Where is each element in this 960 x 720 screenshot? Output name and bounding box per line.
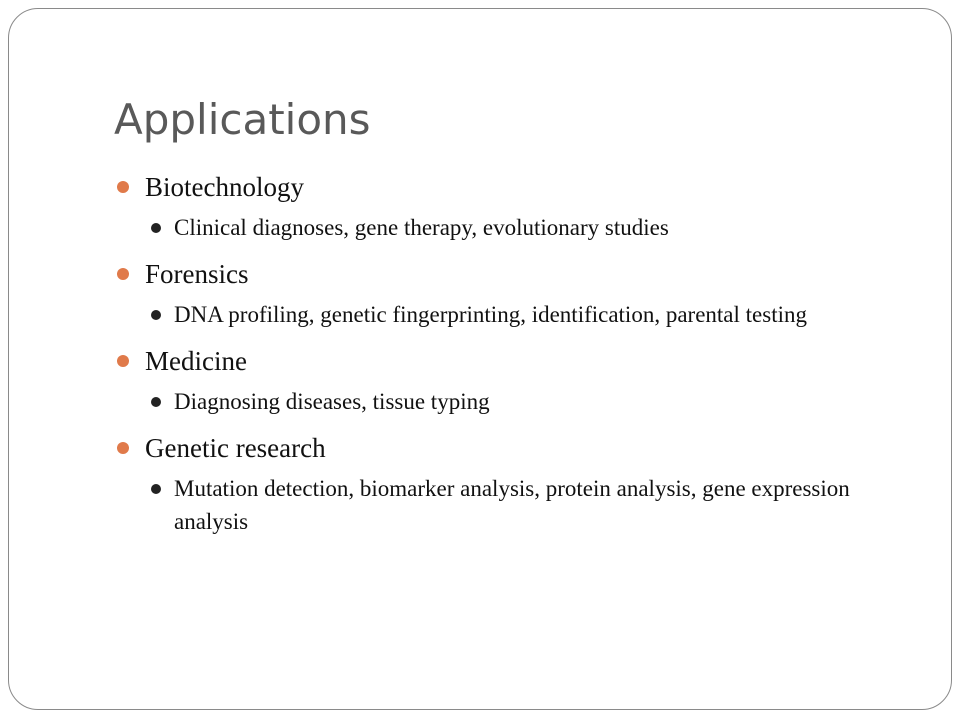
sub-bullet-list: [145, 298, 907, 331]
sub-bullet-dot-icon: [151, 484, 161, 494]
bullet-dot-icon: [117, 355, 129, 367]
sub-bullet-text: Mutation detection, biomarker analysis, protein analysis, gene expression analysis: [174, 476, 850, 534]
sub-bullet-list: [145, 472, 907, 538]
sub-bullet-dot-icon: [151, 310, 161, 320]
sub-bullet-item: [145, 385, 884, 418]
slide-frame: [8, 8, 952, 710]
bullet-item-forensics: [117, 254, 907, 331]
sub-bullet-text: Diagnosing diseases, tissue typing: [174, 389, 490, 414]
sub-bullet-list: [145, 385, 907, 418]
sub-bullet-item: [145, 298, 884, 331]
sub-bullet-dot-icon: [151, 223, 161, 233]
bullet-item-medicine: [117, 341, 907, 418]
sub-bullet-item: [145, 211, 884, 244]
bullet-dot-icon: [117, 181, 129, 193]
slide-title: Applications: [114, 95, 371, 144]
sub-bullet-text: Clinical diagnoses, gene therapy, evolutionary studies: [174, 215, 669, 240]
bullet-list: [117, 167, 907, 546]
bullet-label: Forensics: [145, 259, 249, 289]
bullet-label: Medicine: [145, 346, 247, 376]
bullet-item-biotechnology: [117, 167, 907, 244]
sub-bullet-text: DNA profiling, genetic fingerprinting, identification, parental testing: [174, 302, 807, 327]
bullet-label: Genetic research: [145, 433, 326, 463]
sub-bullet-dot-icon: [151, 397, 161, 407]
bullet-item-genetic-research: [117, 428, 907, 538]
bullet-label: Biotechnology: [145, 172, 304, 202]
sub-bullet-item: [145, 472, 884, 538]
bullet-dot-icon: [117, 268, 129, 280]
sub-bullet-list: [145, 211, 907, 244]
bullet-dot-icon: [117, 442, 129, 454]
